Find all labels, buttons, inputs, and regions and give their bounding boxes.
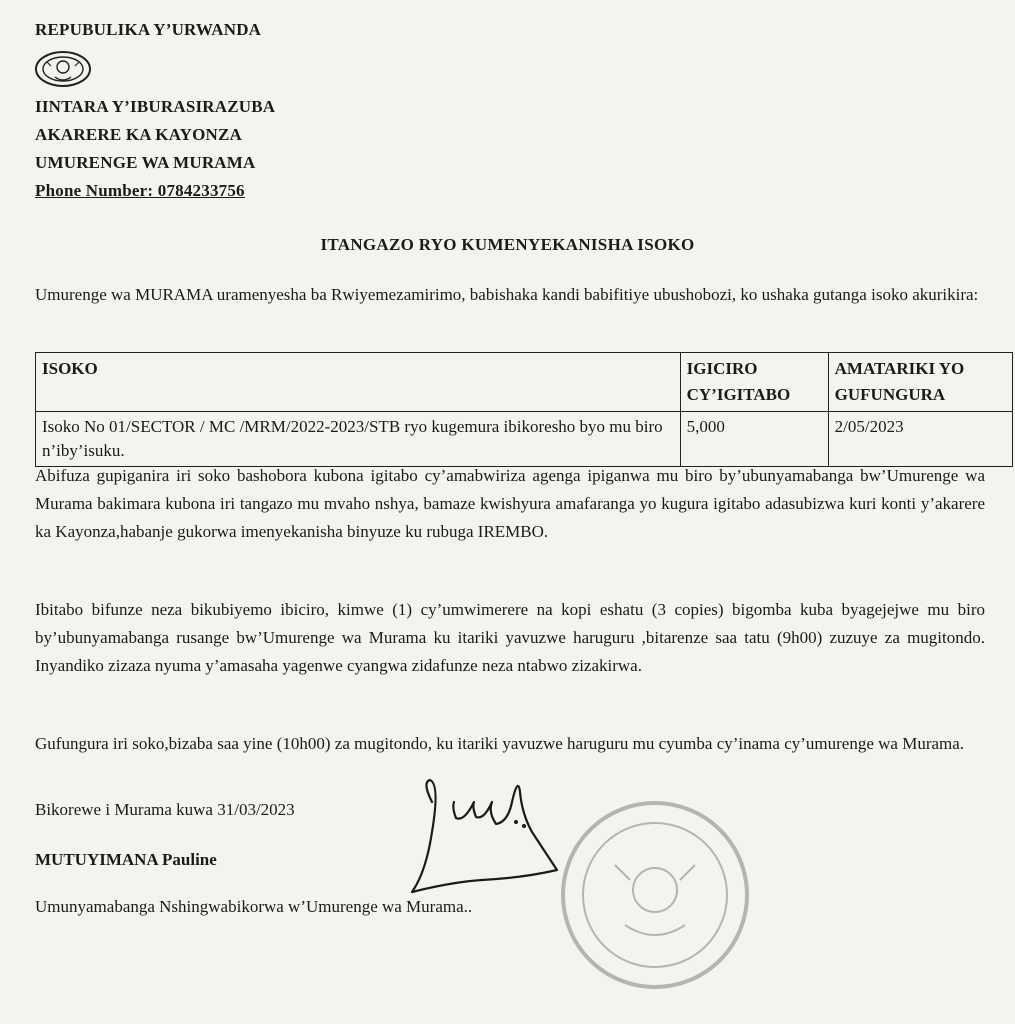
done-at-line: Bikorewe i Murama kuwa 31/03/2023 [35, 800, 295, 819]
header-republic: REPUBULIKA Y’URWANDA [35, 20, 262, 39]
column-header-price: IGICIRO CY’IGITABO [680, 353, 828, 412]
header-sector: UMURENGE WA MURAMA [35, 153, 256, 172]
cell-opening-date: 2/05/2023 [828, 412, 1012, 467]
rwanda-coat-of-arms-icon [33, 50, 93, 88]
document-title: ITANGAZO RYO KUMENYEKANISHA ISOKO [320, 235, 695, 254]
header-district: AKARERE KA KAYONZA [35, 125, 243, 144]
cell-tender: Isoko No 01/SECTOR / MC /MRM/2022-2023/STB ryo kugemura ibikoresho byo mu biro n’iby’isuku. [36, 412, 681, 467]
how-to-obtain-paragraph: Abifuza gupiganira iri soko bashobora kubona igitabo cy’amabwiriza agenga ipiganwa mu biro by’ubunyamabanga bw’Umurenge wa Murama bakimara kubona iri tangazo mu mvaho nshya, bamaze kwishyura amafaranga yo kugura igitabo adasubizwa kuri konti y’akarere ka Kayonza,habanje gukorwa imenyekanisha binyuze ku rubuga IREMBO. [35, 466, 985, 541]
opening-paragraph: Gufungura iri soko,bizaba saa yine (10h00) za mugitondo, ku itariki yavuzwe haruguru mu cyumba cy’inama cy’umurenge wa Murama. [35, 734, 965, 753]
column-header-opening-date: AMATARIKI YO GUFUNGURA [828, 353, 1012, 412]
table-header-row [36, 353, 1013, 412]
signer-name: MUTUYIMANA Pauline [35, 850, 217, 869]
signer-role: Umunyamabanga Nshingwabikorwa w’Umurenge wa Murama.. [35, 897, 473, 916]
column-header-tender: ISOKO [36, 353, 681, 412]
official-stamp [555, 795, 755, 995]
tender-table [35, 352, 1013, 467]
header-phone: Phone Number: 0784233756 [35, 181, 245, 200]
intro-paragraph: Umurenge wa MURAMA uramenyesha ba Rwiyemezamirimo, babishaka kandi babifitiye ubushobozi, ko ushaka gutanga isoko akurikira: [35, 285, 979, 304]
handwritten-signature [392, 762, 582, 912]
table-row [36, 412, 1013, 467]
header-province: IINTARA Y’IBURASIRAZUBA [35, 97, 276, 116]
submission-paragraph: Ibitabo bifunze neza bikubiyemo ibiciro, kimwe (1) cy’umwimerere na kopi eshatu (3 copies) bigomba kuba byagejejwe mu biro by’ubunyamabanga rusange bw’Umurenge wa Murama ku itariki yavuzwe haruguru ,bitarenze saa tatu (9h00) zuzuye za mugitondo. Inyandiko zizaza nyuma y’amasaha yagenwe cyangwa zidafunze neza ntabwo zizakirwa. [35, 600, 985, 675]
cell-price: 5,000 [680, 412, 828, 467]
